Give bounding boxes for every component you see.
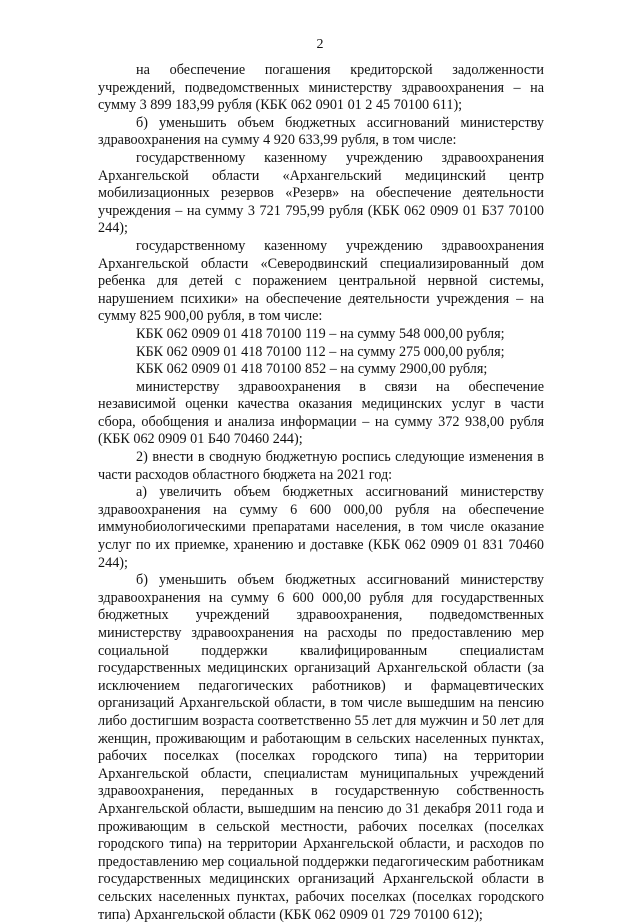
page-number: 2 (316, 37, 324, 52)
paragraph-increase-immunobiological: а) увеличить объем бюджетных ассигнований министерству здравоохранения на сумму 6 600 000,00 рубля на обеспечение иммунобиологическими препаратами населения, в том числе оказание услуг по их приемке, хранению и доставке (КБК 062 0909 01 831 70460 244); (98, 484, 544, 571)
paragraph-reduce-allocations: б) уменьшить объем бюджетных ассигнований министерству здравоохранения на сумму 4 920 633,99 рубля, в том числе: (98, 114, 544, 149)
document-body (98, 62, 544, 924)
kbk-line-112: КБК 062 0909 01 418 70100 112 – на сумму 275 000,00 рубля; (136, 343, 505, 360)
paragraph-severodvinsk-orphanage: государственному казенному учреждению здравоохранения Архангельской области «Северодвинский специализированный дом ребенка для детей с поражением центральной нервной системы, нарушением психики» на обеспечение деятельности учреждения – на сумму 825 900,00 рубля, в том числе: (98, 237, 544, 325)
kbk-line-852: КБК 062 0909 01 418 70100 852 – на сумму 2900,00 рубля; (136, 361, 488, 378)
paragraph-quality-assessment: министерству здравоохранения в связи на обеспечение независимой оценки качества оказания медицинских услуг в части сбора, обобщения и анализа информации – на сумму 372 938,00 рубля (КБК 062 0909 01 Б40 70460 244); (98, 378, 544, 448)
kbk-line-119: КБК 062 0909 01 418 70100 119 – на сумму 548 000,00 рубля; (136, 325, 505, 342)
paragraph-budget-changes: 2) внести в сводную бюджетную роспись следующие изменения в части расходов областного бюджета на 2021 год: (98, 449, 544, 483)
paragraph-creditor-debt: на обеспечение погашения кредиторской задолженности учреждений, подведомственных министерству здравоохранения – на сумму 3 899 183,99 рубля (КБК 062 0901 01 2 45 70100 611); (98, 62, 544, 114)
paragraph-reserve-center: государственному казенному учреждению здравоохранения Архангельской области «Архангельский медицинский центр мобилизационных резервов «Резерв» на обеспечение деятельности учреждения – на сумму 3 721 795,99 рубля (КБК 062 0909 01 Б37 70100 244); (98, 149, 544, 237)
paragraph-reduce-social-support: б) уменьшить объем бюджетных ассигнований министерству здравоохранения на сумму 6 600 000,00 рубля для государственных бюджетных учреждений здравоохранения, подведомственных министерству здравоохранения на расходы по предоставлению мер социальной поддержки квалифицированным специалистам государственных медицинских организаций Архангельской области (за исключением педагогических работников) и фармацевтических организаций Архангельской области, в том числе вышедшим на пенсию либо достигшим возраста соответственно 55 лет для мужчин и 50 лет для женщин, проживающим и работающим в сельских населенных пунктах, рабочих поселках (поселках городского типа) на территории Архангельской области, специалистам муниципальных учреждений здравоохранения, переданных в государственную собственность Архангельской области, вышедшим на пенсию до 31 декабря 2011 года и проживающим в сельской местности, рабочих поселках (поселках городского типа) на территории Архангельской области, и расходов по предоставлению мер социальной поддержки педагогическим работникам государственных медицинских организаций Архангельской области в сельских населенных пунктах, рабочих поселках (поселках городского типа) Архангельской области (КБК 062 0909 01 729 70100 612); (98, 572, 544, 923)
